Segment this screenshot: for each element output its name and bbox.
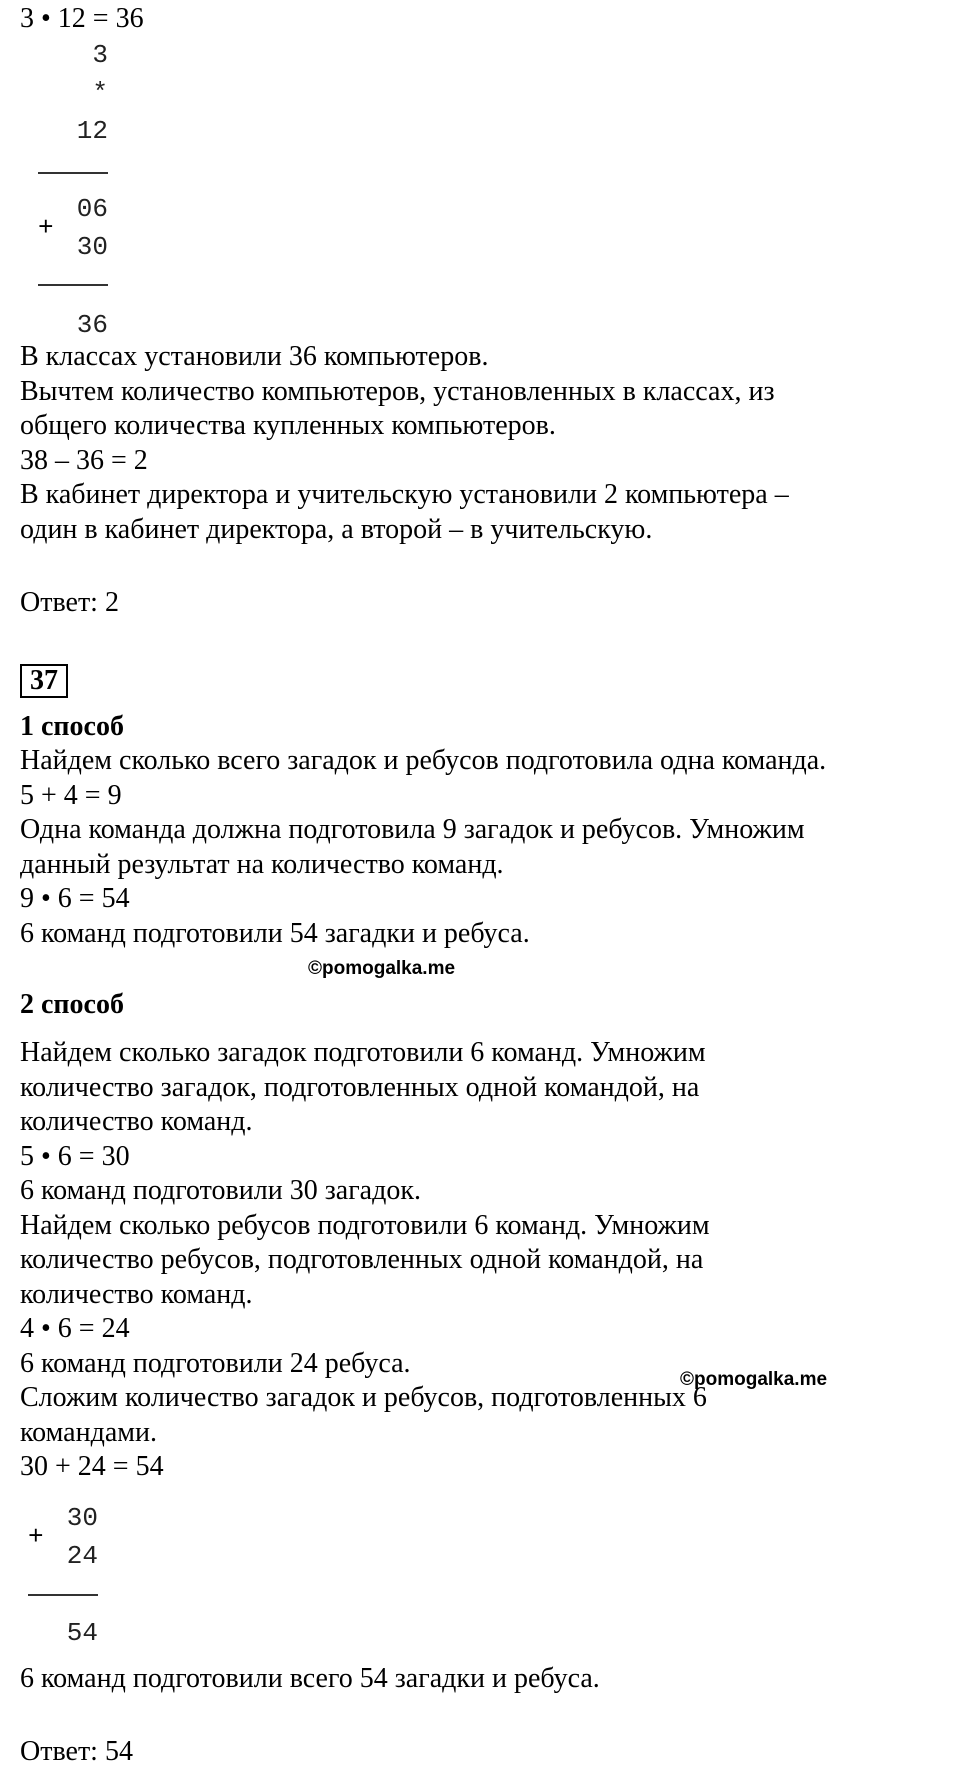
equation-30plus24: 30 + 24 = 54 [20,1451,164,1482]
text-line: Найдем сколько всего загадок и ребусов подготовила одна команда. [20,745,827,776]
equation-3x12: 3 • 12 = 36 [20,3,144,34]
method-heading-1: 1 способ [20,711,124,742]
problem-number-box: 37 [20,664,68,698]
text-line: 6 команд подготовили 54 загадки и ребуса. [20,918,530,949]
multiplication-result: 36 [76,310,108,340]
text-line: один в кабинет директора, а второй – в учительскую. [20,514,653,545]
addition-result: 54 [66,1618,98,1648]
addend-2: 24 [66,1541,98,1571]
text-line: 6 команд подготовили всего 54 загадки и ребуса. [20,1663,600,1694]
text-line: общего количества купленных компьютеров. [20,410,556,441]
addend-1: 30 [66,1503,98,1533]
text-line: Найдем сколько ребусов подготовили 6 команд. Умножим [20,1210,710,1241]
text-line: Найдем сколько загадок подготовили 6 команд. Умножим [20,1037,706,1068]
text-line: Сложим количество загадок и ребусов, подготовленных 6 [20,1382,707,1413]
text-line: количество команд. [20,1106,253,1137]
text-line: В кабинет директора и учительскую установили 2 компьютера – [20,479,789,510]
equation-4x6: 4 • 6 = 24 [20,1313,130,1344]
answer-line: Ответ: 2 [20,587,119,618]
text-line: количество команд. [20,1279,253,1310]
multiplier: 12 [76,116,108,146]
answer-line: Ответ: 54 [20,1736,133,1767]
equation-5plus4: 5 + 4 = 9 [20,780,122,811]
equation-5x6: 5 • 6 = 30 [20,1141,130,1172]
watermark: ©pomogalka.me [308,958,456,979]
multiplication-rule [38,172,108,174]
plus-sign: + [28,1522,44,1552]
addition-rule [28,1594,98,1596]
text-line: Одна команда должна подготовила 9 загадок и ребусов. Умножим [20,814,805,845]
text-line: командами. [20,1417,157,1448]
text-line: данный результат на количество команд. [20,849,504,880]
text-line: количество загадок, подготовленных одной командой, на [20,1072,700,1103]
multiply-operator: * [92,78,108,108]
partial-product-2: 30 [76,232,108,262]
text-line: В классах установили 36 компьютеров. [20,341,489,372]
equation-38-36: 38 – 36 = 2 [20,445,148,476]
text-line: Вычтем количество компьютеров, установленных в классах, из [20,376,775,407]
sum-rule [38,284,108,286]
multiplicand: 3 [92,40,108,70]
plus-sign: + [38,213,54,243]
method-heading-2: 2 способ [20,989,124,1020]
text-line: количество ребусов, подготовленных одной командой, на [20,1244,704,1275]
text-line: 6 команд подготовили 30 загадок. [20,1175,421,1206]
watermark: ©pomogalka.me [680,1369,828,1390]
equation-9x6: 9 • 6 = 54 [20,883,130,914]
partial-product-1: 06 [76,194,108,224]
text-line: 6 команд подготовили 24 ребуса. [20,1348,411,1379]
